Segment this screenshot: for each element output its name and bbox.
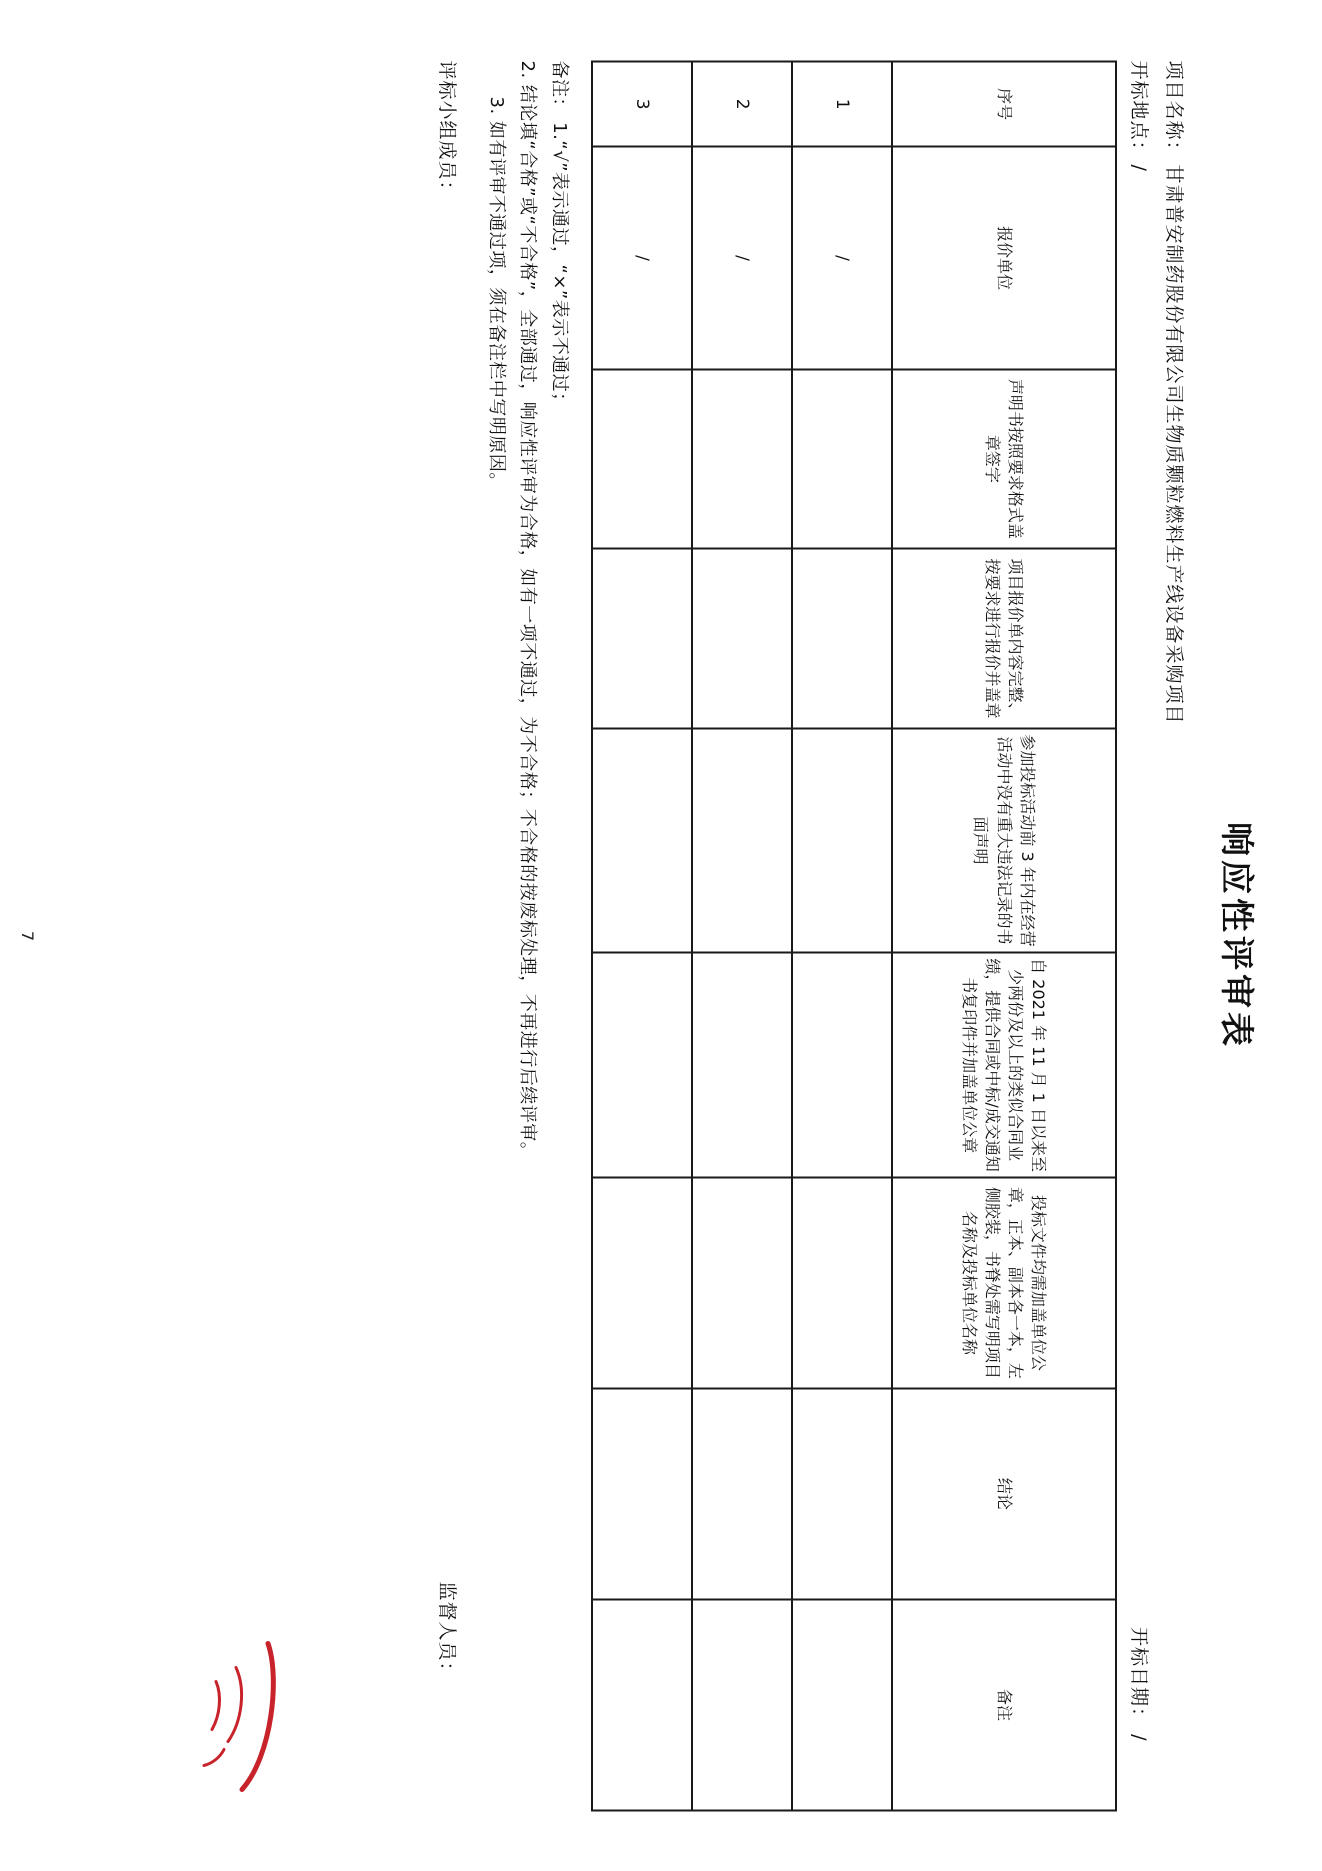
- cell-similar-contracts: [792, 952, 892, 1177]
- cell-remark: [792, 1599, 892, 1810]
- cell-document-binding: [592, 1177, 692, 1388]
- bid-date-group: [1127, 1627, 1154, 1811]
- cell-index: 1: [792, 61, 892, 146]
- review-group-members-label: 评标小组成员：: [436, 60, 459, 201]
- cell-remark: [692, 1599, 792, 1810]
- signature-block: [436, 60, 463, 1811]
- cell-index: 2: [692, 61, 792, 146]
- bid-date-label: 开标日期：: [1128, 1626, 1150, 1727]
- bid-info-line: [1127, 60, 1154, 1811]
- table-row: [692, 61, 792, 1810]
- cell-quotation-completeness: [592, 548, 692, 728]
- cell-quotation-completeness: [792, 548, 892, 728]
- cell-similar-contracts: [592, 952, 692, 1177]
- notes-heading-label: 备注：: [549, 60, 570, 116]
- column-header-no-major-violation: 参加投标活动前 3 年内在经营活动中没有重大违法记录的书面声明: [892, 728, 1116, 953]
- project-name-value: 甘肃普安制药股份有限公司生物质颗粒燃料生产线设备采购项目: [1163, 164, 1185, 725]
- cell-bidder-unit: /: [592, 146, 692, 368]
- notes-item-3: 3. 如有评审不通过项，须在备注栏中写明原因。: [486, 96, 507, 491]
- column-header-quotation-completeness: 项目报价单内容完整、按要求进行报价并盖章: [892, 548, 1116, 728]
- cell-no-major-violation: [592, 728, 692, 953]
- red-ink-signature-mark: [196, 1637, 282, 1797]
- cell-conclusion: [592, 1388, 692, 1599]
- table-header-row: [892, 61, 1116, 1810]
- column-header-conclusion: 结论: [892, 1388, 1116, 1599]
- cell-conclusion: [792, 1388, 892, 1599]
- cell-statement-format: [792, 369, 892, 549]
- cell-document-binding: [792, 1177, 892, 1388]
- bid-location-label: 开标地点：: [1128, 60, 1150, 161]
- page-number: 7: [18, 930, 37, 941]
- cell-remark: [592, 1599, 692, 1810]
- cell-quotation-completeness: [692, 548, 792, 728]
- cell-no-major-violation: [692, 728, 792, 953]
- cell-bidder-unit: /: [792, 146, 892, 368]
- column-header-bidder-unit: 报价单位: [892, 146, 1116, 368]
- notes-block: [481, 60, 576, 1811]
- column-header-similar-contracts: 自 2021 年 11 月 1 日以来至少两份及以上的类似合同业绩，提供合同或中标/成交通知书复印件并加盖单位公章: [892, 952, 1116, 1177]
- project-name-label: 项目名称：: [1163, 60, 1185, 161]
- column-header-statement-format: 声明书按照要求格式盖章签字: [892, 369, 1116, 549]
- cell-no-major-violation: [792, 728, 892, 953]
- responsiveness-review-table: [591, 60, 1117, 1811]
- cell-statement-format: [692, 369, 792, 549]
- cell-statement-format: [592, 369, 692, 549]
- bid-location-value: /: [1128, 164, 1150, 172]
- column-header-index: 序号: [892, 61, 1116, 146]
- table-row: [792, 61, 892, 1810]
- supervisor-label: 监督人员：: [436, 1580, 459, 1681]
- notes-item-2: 2. 结论填“合格”或“不合格”，全部通过，响应性评审为合格，如有一项不通过，为不合格；不合格的按废标处理，不再进行后续评审。: [517, 60, 539, 1160]
- cell-bidder-unit: /: [692, 146, 792, 368]
- page-title: 响应性评审表: [1216, 821, 1256, 1050]
- table-row: [592, 61, 692, 1810]
- cell-index: 3: [592, 61, 692, 146]
- cell-document-binding: [692, 1177, 792, 1388]
- bid-date-value: /: [1128, 1733, 1150, 1741]
- notes-heading: [544, 60, 576, 1811]
- notes-item-1: 1.“√”表示通过，“×”表示不通过；: [549, 121, 570, 411]
- cell-similar-contracts: [692, 952, 792, 1177]
- project-name-line: [1162, 60, 1189, 1811]
- column-header-remark: 备注: [892, 1599, 1116, 1810]
- column-header-document-binding: 投标文件均需加盖单位公章，正本、副本各一本，左侧胶装，书脊处需写明项目名称及投标单位名称: [892, 1177, 1116, 1388]
- cell-conclusion: [692, 1388, 792, 1599]
